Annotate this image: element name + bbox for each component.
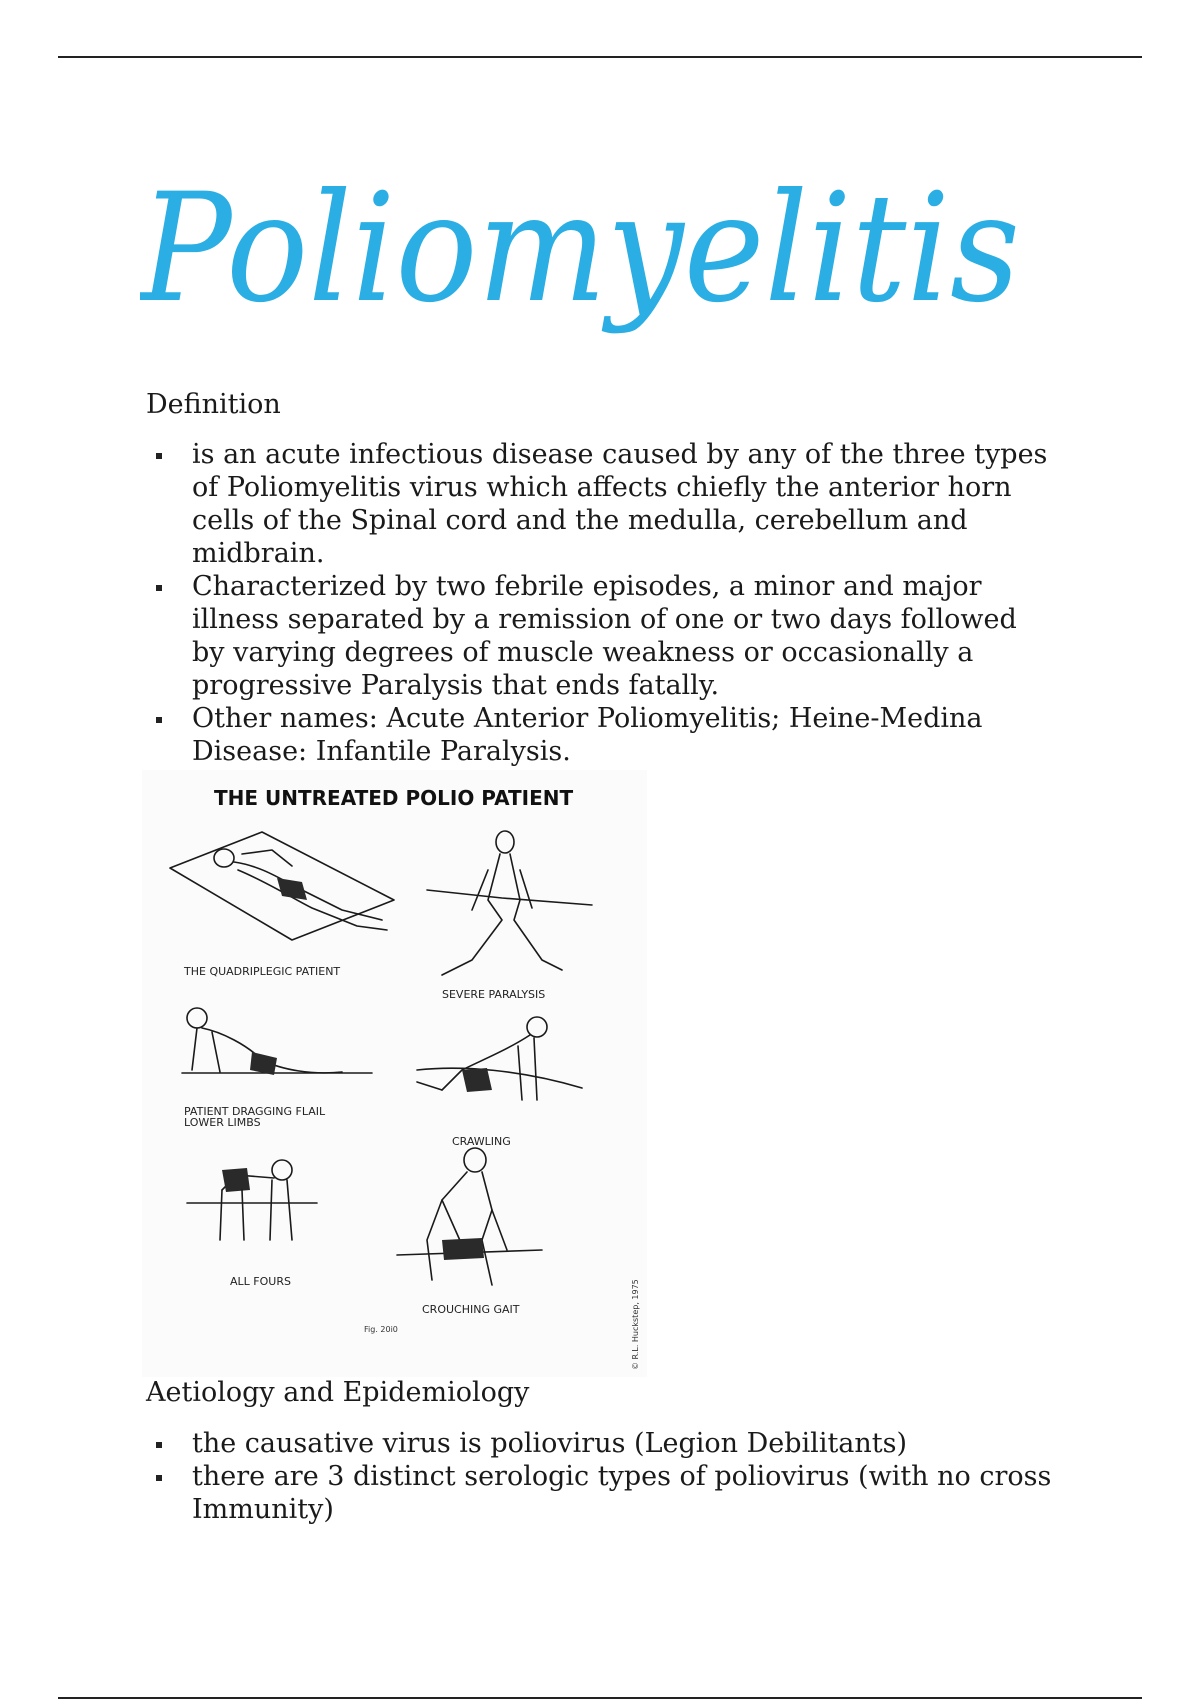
figure-credit: © R.L. Huckstep, 1975 xyxy=(631,1279,640,1370)
dragging-illustration xyxy=(182,1008,372,1075)
list-item: Other names: Acute Anterior Poliomyelitis; Heine-Medina Disease: Infantile Paralysis. xyxy=(146,702,1076,768)
bullet-marker xyxy=(156,585,162,591)
crouching-illustration xyxy=(397,1148,542,1285)
top-rule xyxy=(58,56,1142,58)
aetiology-heading: Aetiology and Epidemiology xyxy=(146,1377,530,1408)
caption-all-fours: ALL FOURS xyxy=(230,1275,291,1288)
caption-dragging-2: LOWER LIMBS xyxy=(184,1116,261,1129)
list-item: there are 3 distinct serologic types of poliovirus (with no cross Immunity) xyxy=(146,1460,1076,1526)
list-item: Characterized by two febrile episodes, a minor and major illness separated by a remission of one or two days followed by varying degrees of muscle weakness or occasionally a progressive Paralysis that ends fatally. xyxy=(146,570,1076,702)
page-title-text: Poliomyelitis xyxy=(140,162,1021,336)
caption-crouching: CROUCHING GAIT xyxy=(422,1303,520,1316)
bullet-marker xyxy=(156,1442,162,1448)
definition-heading: Definition xyxy=(146,389,281,420)
caption-dragging-1: PATIENT DRAGGING FLAIL xyxy=(184,1105,326,1118)
crawling-illustration xyxy=(417,1017,582,1100)
page-title xyxy=(140,150,1040,380)
bullet-marker xyxy=(156,1475,162,1481)
list-item: the causative virus is poliovirus (Legion Debilitants) xyxy=(146,1427,1076,1460)
bullet-marker xyxy=(156,717,162,723)
caption-quadriplegic: THE QUADRIPLEGIC PATIENT xyxy=(184,965,341,978)
severe-paralysis-illustration xyxy=(427,831,592,975)
caption-severe: SEVERE PARALYSIS xyxy=(442,988,546,1001)
bullet-marker xyxy=(156,453,162,459)
list-item: is an acute infectious disease caused by any of the three types of Poliomyelitis virus which affects chiefly the anterior horn cells of the Spinal cord and the medulla, cerebellum and midbrain. xyxy=(146,438,1076,570)
figure-title: THE UNTREATED POLIO PATIENT xyxy=(214,786,574,810)
polio-patient-figure xyxy=(142,770,647,1377)
all-fours-illustration xyxy=(187,1160,317,1240)
caption-crawling: CRAWLING xyxy=(452,1135,511,1148)
quadriplegic-illustration xyxy=(170,832,394,940)
figure-number: Fig. 20i0 xyxy=(364,1325,398,1334)
definition-list xyxy=(146,438,1076,768)
aetiology-list xyxy=(146,1427,1076,1526)
bottom-rule xyxy=(58,1697,1142,1699)
